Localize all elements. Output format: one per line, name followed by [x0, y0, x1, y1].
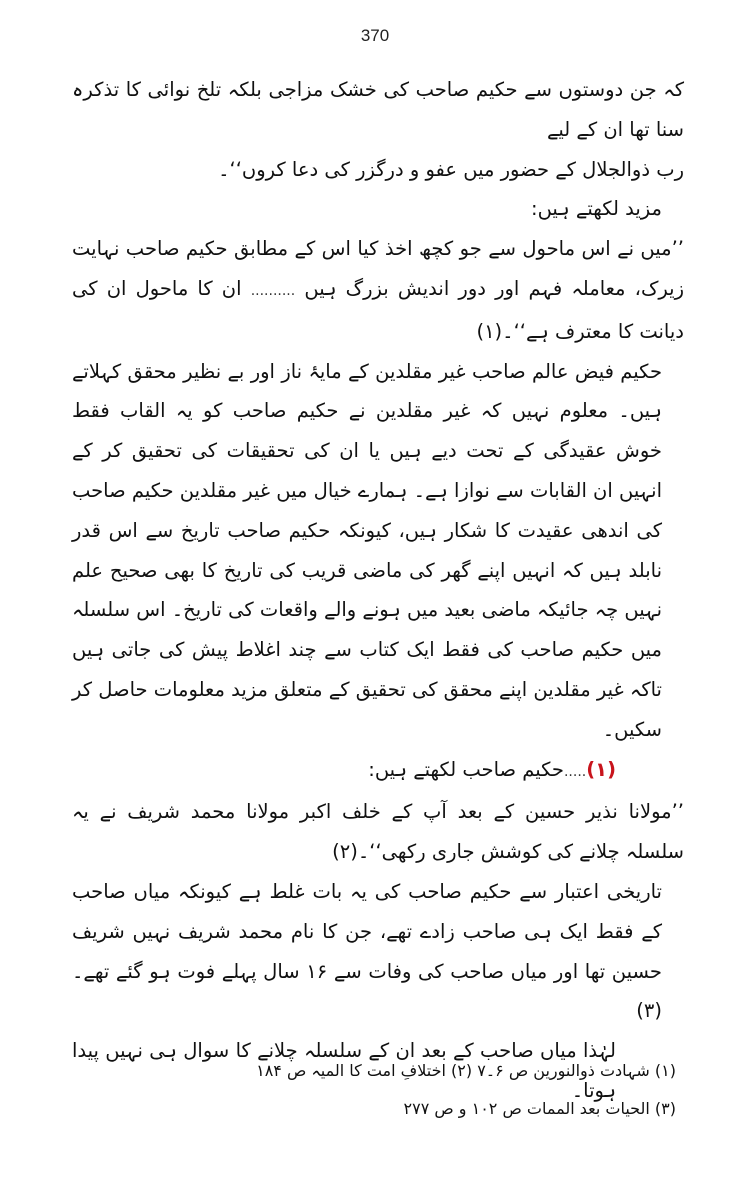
page-body — [72, 70, 684, 1111]
paragraph-rebuttal-text: تاریخی اعتبار سے حکیم صاحب کی یہ بات غلط ہے کیونکہ میاں صاحب کے فقط ایک ہی صاحب زادے تھے، جن کا نام محمد شریف نہیں شریف حسین تھا اور میاں صاحب کی وفات سے ۱۶ سال پہلے فوت ہو گئے تھے۔(۳) — [72, 879, 662, 1023]
point-1-heading-text: حکیم صاحب لکھتے ہیں: — [368, 757, 564, 781]
paragraph-rebuttal — [72, 872, 684, 1031]
paragraph-conclusion-text: لہٰذا میاں صاحب کے بعد ان کے سلسلہ چلانے کا سوال ہی نہیں پیدا ہوتا۔ — [72, 1039, 616, 1102]
quote-lead-in-text: مزید لکھتے ہیں: — [531, 197, 662, 221]
quote-block-1 — [72, 229, 684, 351]
paragraph-intro-line-2: رب ذوالجلال کے حضور میں عفو و درگزر کی دعا کروں‘‘۔ — [218, 157, 684, 181]
quote-block-1-start: ’’میں نے اس ماحول سے جو کچھ اخذ کیا اس کے مطابق حکیم صاحب نہایت زیرک، معاملہ فہم اور دور اندیش بزرگ ہیں — [72, 237, 684, 300]
quote-block-1-end: ان کا ماحول ان کی دیانت کا معترف ہے‘‘۔(۱) — [72, 276, 684, 343]
page-number: 370 — [360, 26, 390, 45]
paragraph-intro-line-1: کہ جن دوستوں سے حکیم صاحب کی خشک مزاجی بلکہ تلخ نوائی کا تذکرہ سنا تھا ان کے لیے — [72, 78, 684, 141]
quote-block-2-text: ’’مولانا نذیر حسین کے بعد آپ کے خلف اکبر مولانا محمد شریف نے یہ سلسلہ چلانے کی کوشش جاری رکھی‘‘۔(۲) — [72, 800, 684, 864]
paragraph-critique — [72, 352, 684, 750]
paragraph-critique-text: حکیم فیض عالم صاحب غیر مقلدین کے مایۂ ناز اور بے نظیر محقق کہلاتے ہیں۔ معلوم نہیں کہ غیر مقلدین نے حکیم صاحب کو یہ القاب فقط خوش عقیدگی کے تحت دیے ہیں یا ان کی تحقیقات کی تحقیق کر کے انہیں ان القابات سے نوازا ہے۔ ہمارے خیال میں غیر مقلدین حکیم صاحب کی اندھی عقیدت کا شکار ہیں، کیونکہ حکیم صاحب تاریخ سے اس قدر نابلد ہیں کہ انہیں اپنے گھر کی ماضی قریب کی تاریخ کا بھی صحیح علم نہیں چہ جائیکہ ماضی بعید میں ہونے والے واقعات کی تاریخ۔ اس سلسلہ میں حکیم صاحب کی فقط ایک کتاب سے چند اغلاط پیش کی جاتی ہیں تاکہ غیر مقلدین اپنے محقق کی تحقیق کے متعلق مزید معلومات حاصل کر سکیں۔ — [71, 359, 662, 741]
quote-block-2 — [72, 792, 684, 872]
quote-block-1-ellipsis: .......... — [250, 282, 296, 299]
footnotes — [72, 1052, 676, 1128]
point-1-marker-dots: ..... — [563, 763, 587, 780]
footnote-line-1: (۱) شہادت ذوالنورین ص ۶۔۷ (۲) اختلافِ امت کا المیہ ص ۱۸۴ — [256, 1061, 676, 1080]
footnote-line-2: (۳) الحیات بعد الممات ص ۱۰۲ و ص ۲۷۷ — [403, 1099, 676, 1118]
quote-lead-in — [72, 189, 684, 229]
point-1-marker: (۱) — [586, 757, 616, 781]
point-1-heading — [72, 750, 684, 793]
paragraph-intro — [72, 70, 684, 189]
